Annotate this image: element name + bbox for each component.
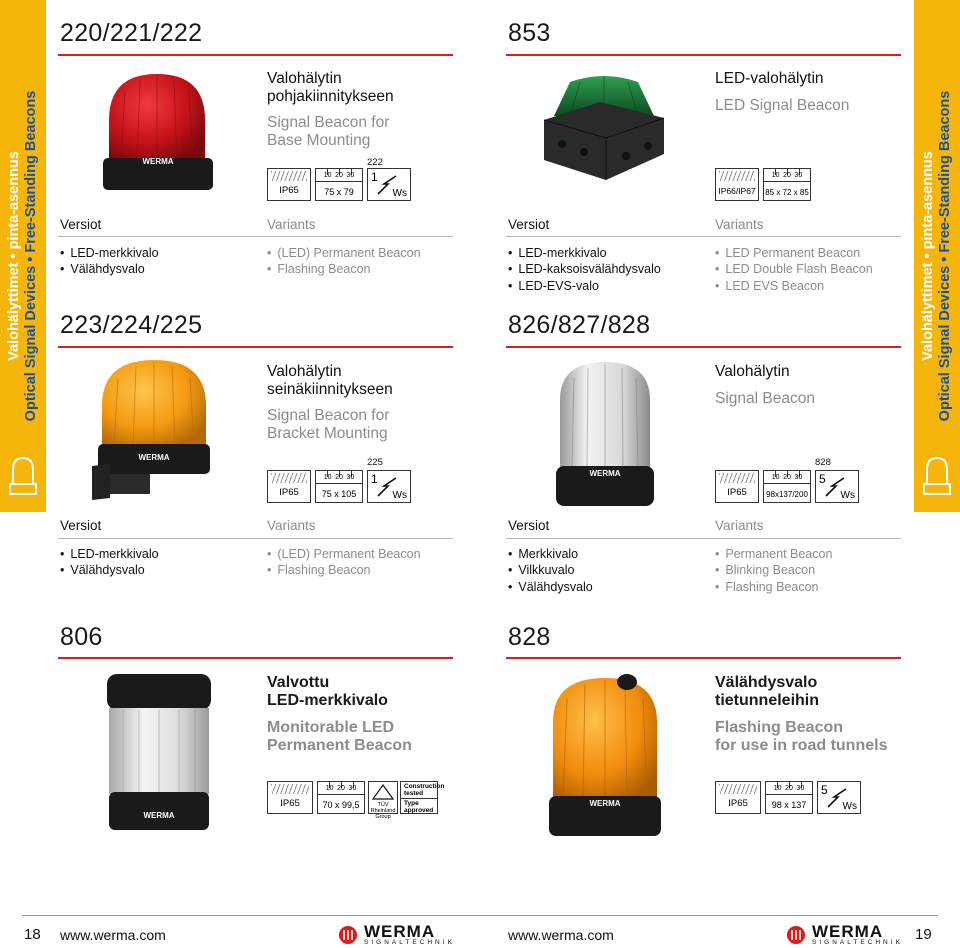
list-item: • Permanent Beacon bbox=[715, 546, 832, 562]
en-title-line: Signal Beacon for bbox=[267, 407, 390, 424]
list-item: • Vilkkuvalo bbox=[508, 562, 593, 578]
list-item: • LED-merkkivalo bbox=[508, 245, 661, 261]
water-drops-icon bbox=[271, 784, 309, 794]
en-title-line: Signal Beacon bbox=[715, 390, 815, 407]
list-item: • LED EVS Beacon bbox=[715, 278, 873, 294]
dimension-badge: 10 20 30 75 x 79 bbox=[315, 168, 363, 201]
fi-title-line: Välähdysvalo bbox=[715, 674, 818, 691]
flash-energy-badge: 5 Ws bbox=[815, 470, 859, 503]
model-title-853: 853 bbox=[508, 19, 551, 47]
footer-rule bbox=[22, 915, 938, 916]
water-drops-icon bbox=[719, 784, 757, 794]
fi-title-line: Valohälytin bbox=[267, 363, 342, 380]
divider bbox=[58, 538, 453, 539]
divider bbox=[58, 236, 453, 237]
footer-url-right[interactable]: www.werma.com bbox=[508, 927, 614, 943]
construction-tested-badge: Construction tested Type approved bbox=[400, 781, 438, 814]
tuv-triangle-icon bbox=[372, 784, 394, 800]
fi-title-line: LED-merkkivalo bbox=[267, 692, 388, 709]
versiot-list bbox=[60, 546, 159, 579]
product-brand-label: WERMA bbox=[589, 799, 621, 808]
en-title-line: Monitorable LED bbox=[267, 719, 395, 736]
fi-title-line: Valvottu bbox=[267, 674, 330, 691]
title-block-806 bbox=[267, 674, 412, 755]
led-module-beacon-image bbox=[103, 672, 215, 832]
section-divider bbox=[506, 657, 901, 659]
en-title-line: Bracket Mounting bbox=[267, 425, 388, 442]
ip-rating-badge: IP65 bbox=[267, 168, 311, 201]
variants-heading: Variants bbox=[715, 217, 764, 232]
list-item: • Välähdysvalo bbox=[508, 579, 593, 595]
en-title-line: LED Signal Beacon bbox=[715, 97, 850, 114]
fi-title-line: LED-valohälytin bbox=[715, 70, 824, 87]
red-beacon-image bbox=[95, 70, 220, 195]
flash-type-label: 225 bbox=[367, 457, 383, 468]
list-item: • LED-merkkivalo bbox=[60, 546, 159, 562]
title-block-853 bbox=[715, 70, 849, 115]
title-block-223 bbox=[267, 363, 393, 443]
footer-url-left[interactable]: www.werma.com bbox=[60, 927, 166, 943]
divider bbox=[506, 538, 901, 539]
variants-list bbox=[715, 546, 832, 595]
fi-title-line: seinäkiinnitykseen bbox=[267, 381, 393, 398]
werma-logo-right: WERMA SIGNALTECHNIK bbox=[786, 924, 903, 946]
section-divider bbox=[58, 657, 453, 659]
en-title-line: Base Mounting bbox=[267, 132, 371, 149]
green-beacon-image bbox=[540, 72, 668, 184]
fi-title-line: pohjakiinnitykseen bbox=[267, 88, 394, 105]
water-drops-icon bbox=[719, 171, 755, 181]
list-item: • Blinking Beacon bbox=[715, 562, 832, 578]
list-item: • Flashing Beacon bbox=[715, 579, 832, 595]
variants-heading: Variants bbox=[715, 518, 764, 533]
beacon-icon bbox=[8, 454, 38, 498]
list-item: • LED Double Flash Beacon bbox=[715, 261, 873, 277]
en-title-line: Flashing Beacon bbox=[715, 719, 844, 736]
versiot-list bbox=[508, 546, 593, 595]
list-item: • Merkkivalo bbox=[508, 546, 593, 562]
product-brand-label: WERMA bbox=[589, 469, 621, 478]
list-item: • LED-merkkivalo bbox=[60, 245, 159, 261]
en-title-line: Signal Beacon for bbox=[267, 114, 390, 131]
dimension-badge: 10 20 30 70 x 99,5 bbox=[317, 781, 365, 814]
variants-heading: Variants bbox=[267, 518, 316, 533]
werma-logo-icon bbox=[338, 925, 358, 945]
variants-heading: Variants bbox=[267, 217, 316, 232]
section-divider bbox=[58, 54, 453, 56]
title-block-828 bbox=[715, 674, 887, 755]
tuv-certification-badge: TÜV Rheinland Group bbox=[368, 781, 398, 814]
ip-rating-badge: IP65 bbox=[715, 781, 761, 814]
flash-energy-badge: 1 Ws bbox=[367, 470, 411, 503]
list-item: • LED Permanent Beacon bbox=[715, 245, 873, 261]
beacon-icon bbox=[922, 454, 952, 498]
en-title-line: Permanent Beacon bbox=[267, 737, 412, 754]
sidebar-text-right: Valohälyttimet • pinta-asennus Optical Signal Devices • Free-Standing Beacons bbox=[920, 90, 953, 422]
section-divider bbox=[58, 346, 453, 348]
fi-title-line: Valohälytin bbox=[715, 363, 790, 380]
versiot-list bbox=[508, 245, 661, 294]
right-sidebar bbox=[914, 0, 960, 512]
dimension-badge: 10 20 30 98x137/200 bbox=[763, 470, 811, 503]
ip-rating-badge: IP66/IP67 bbox=[715, 168, 759, 201]
title-block-826 bbox=[715, 363, 815, 408]
variants-list bbox=[267, 546, 421, 579]
list-item: • (LED) Permanent Beacon bbox=[267, 245, 421, 261]
list-item: • Välähdysvalo bbox=[60, 562, 159, 578]
model-title-826: 826/827/828 bbox=[508, 311, 651, 339]
section-divider bbox=[506, 54, 901, 56]
versiot-heading: Versiot bbox=[508, 518, 550, 533]
clear-beacon-image bbox=[550, 358, 660, 510]
product-brand-label: WERMA bbox=[142, 157, 174, 166]
ip-rating-badge: IP65 bbox=[267, 470, 311, 503]
page-number-right: 19 bbox=[915, 926, 932, 943]
list-item: • Välähdysvalo bbox=[60, 261, 159, 277]
werma-logo-left: WERMA SIGNALTECHNIK bbox=[338, 924, 455, 946]
flash-energy-badge: 5 Ws bbox=[817, 781, 861, 814]
list-item: • LED-EVS-valo bbox=[508, 278, 661, 294]
model-title-828: 828 bbox=[508, 623, 551, 651]
en-title-line: for use in road tunnels bbox=[715, 737, 888, 754]
dimension-badge: 10 20 30 85 x 72 x 85 bbox=[763, 168, 811, 201]
ip-rating-badge: IP65 bbox=[267, 781, 313, 814]
model-title-223: 223/224/225 bbox=[60, 311, 203, 339]
versiot-heading: Versiot bbox=[60, 217, 102, 232]
model-title-806: 806 bbox=[60, 623, 103, 651]
werma-logo-icon bbox=[786, 925, 806, 945]
dimension-badge: 10 20 30 75 x 105 bbox=[315, 470, 363, 503]
flash-type-label: 828 bbox=[815, 457, 831, 468]
list-item: • Flashing Beacon bbox=[267, 261, 421, 277]
page-number-left: 18 bbox=[24, 926, 41, 943]
flash-type-label: 222 bbox=[367, 157, 383, 168]
flash-energy-badge: 1 Ws bbox=[367, 168, 411, 201]
product-brand-label: WERMA bbox=[138, 453, 170, 462]
fi-title-line: tietunneleihin bbox=[715, 692, 819, 709]
orange-tunnel-beacon-image bbox=[545, 672, 665, 838]
list-item: • LED-kaksoisvälähdysvalo bbox=[508, 261, 661, 277]
variants-list bbox=[267, 245, 421, 278]
versiot-list bbox=[60, 245, 159, 278]
ip-rating-badge: IP65 bbox=[715, 470, 759, 503]
title-block-220 bbox=[267, 70, 394, 150]
list-item: • (LED) Permanent Beacon bbox=[267, 546, 421, 562]
versiot-heading: Versiot bbox=[60, 518, 102, 533]
orange-bracket-beacon-image bbox=[88, 356, 218, 506]
fi-title-line: Valohälytin bbox=[267, 70, 342, 87]
model-title-220: 220/221/222 bbox=[60, 19, 203, 47]
left-sidebar bbox=[0, 0, 46, 512]
section-divider bbox=[506, 346, 901, 348]
water-drops-icon bbox=[271, 171, 307, 181]
product-brand-label: WERMA bbox=[143, 811, 175, 820]
divider bbox=[506, 236, 901, 237]
sidebar-text: Valohälyttimet • pinta-asennus Optical Signal Devices • Free-Standing Beacons bbox=[6, 90, 39, 422]
water-drops-icon bbox=[719, 473, 755, 483]
versiot-heading: Versiot bbox=[508, 217, 550, 232]
list-item: • Flashing Beacon bbox=[267, 562, 421, 578]
variants-list bbox=[715, 245, 873, 294]
water-drops-icon bbox=[271, 473, 307, 483]
dimension-badge: 10 20 30 98 x 137 bbox=[765, 781, 813, 814]
